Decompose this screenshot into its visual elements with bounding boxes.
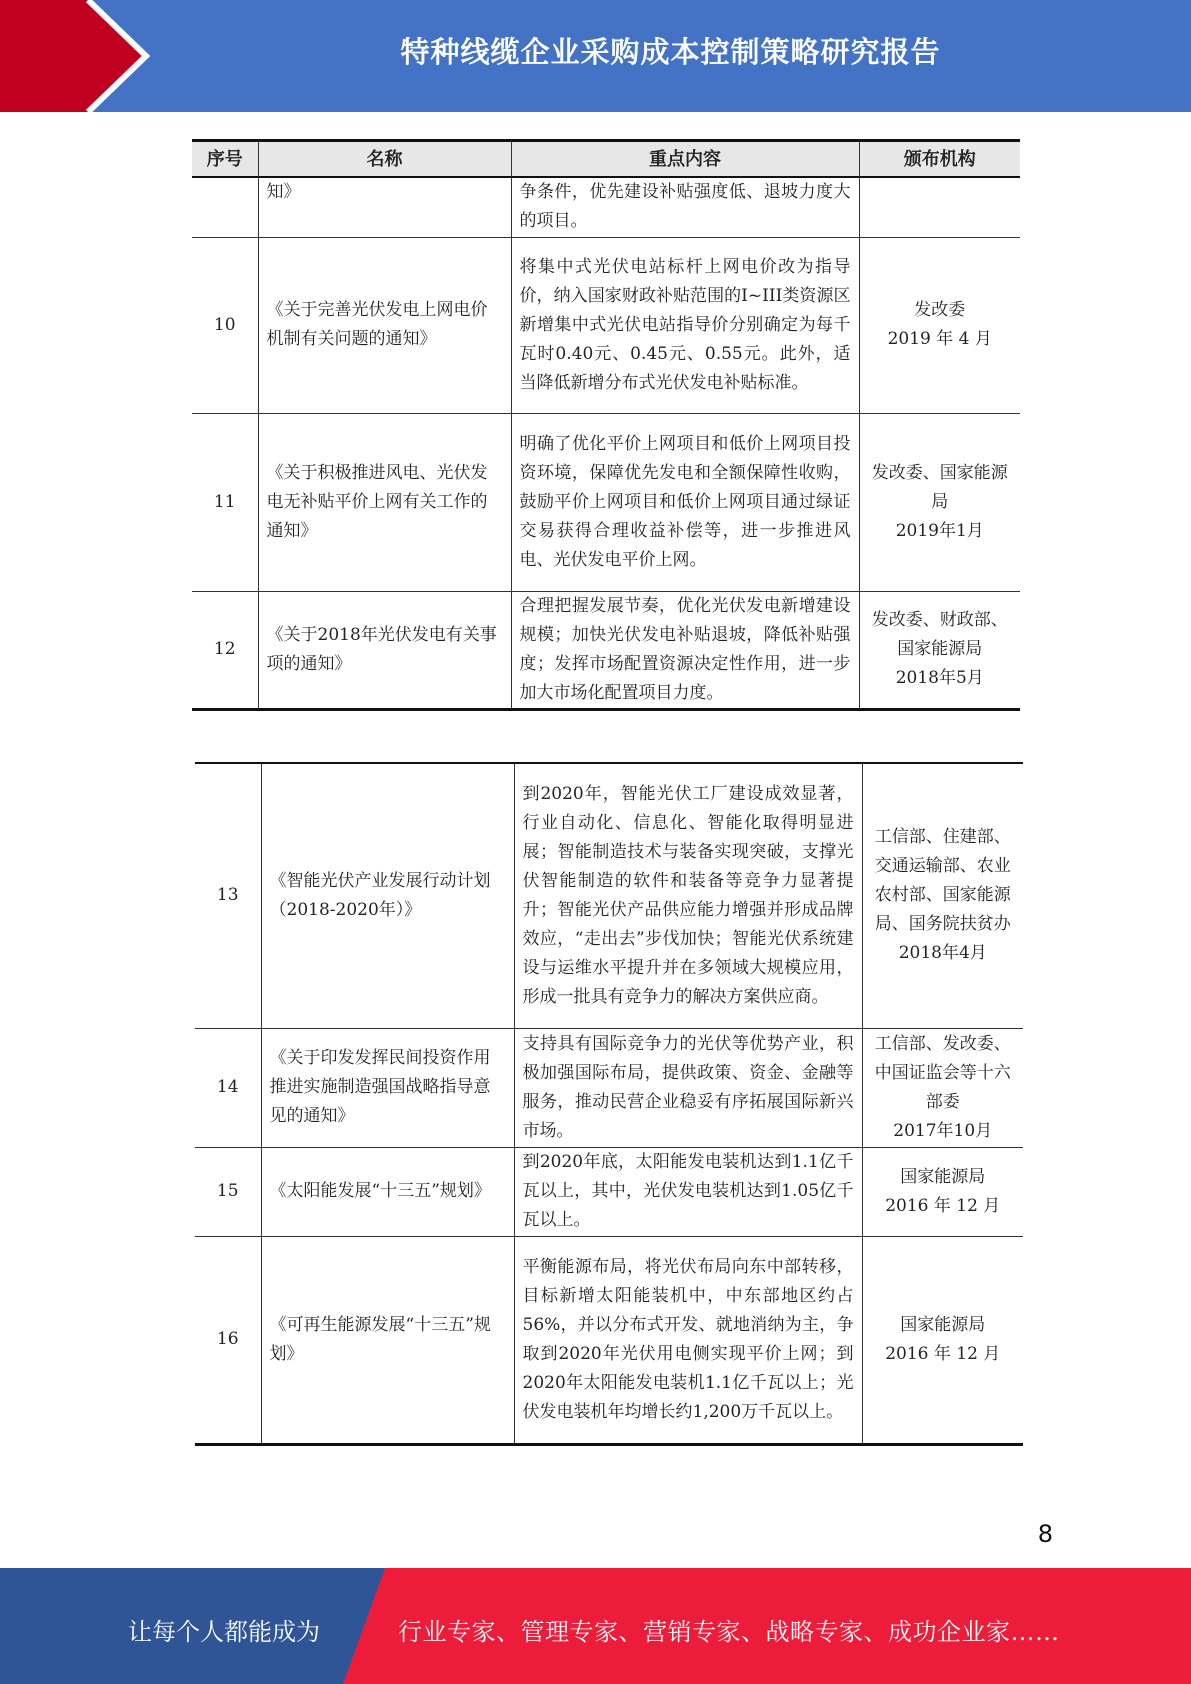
cell-content: 到2020年底，太阳能发电装机达到1.1亿千瓦以上，其中，光伏发电装机达到1.05亿千瓦以上。: [514, 1147, 862, 1236]
header-publisher: 颁布机构: [859, 141, 1020, 178]
footer-slogan-left: 让每个人都能成为: [128, 1618, 320, 1646]
table-row: [195, 1147, 1023, 1236]
footer-slogan-right: 行业专家、管理专家、营销专家、战略专家、成功企业家……: [398, 1618, 1060, 1646]
cell-content: 到2020年，智能光伏工厂建设成效显著，行业自动化、信息化、智能化取得明显进展；智能制造技术与装备实现突破，支撑光伏智能制造的软件和装备等竞争力显著提升；智能光伏产品供应能力增强并形成品牌效应，“走出去”步伐加快；智能光伏系统建设与运维水平提升并在多领域大规模应用，形成一批具有竞争力的解决方案供应商。: [514, 763, 862, 1028]
cell-name: 《智能光伏产业发展行动计划（2018-2020年）》: [261, 763, 514, 1028]
header-no: 序号: [192, 141, 258, 178]
cell-no: 13: [195, 763, 261, 1028]
cell-publisher: 国家能源局 2016 年 12 月: [862, 1236, 1023, 1444]
cell-no: 16: [195, 1236, 261, 1444]
cell-content: 合理把握发展节奏，优化光伏发电新增建设规模；加快光伏发电补贴退坡，降低补贴强度；发挥市场配置资源决定性作用，进一步加大市场化配置项目力度。: [511, 591, 859, 709]
table-row: [195, 1236, 1023, 1444]
cell-content: 平衡能源布局，将光伏布局向东中部转移，目标新增太阳能装机中，中东部地区约占56%，并以分布式开发、就地消纳为主，争取到2020年光伏用电侧实现平价上网；到2020年太阳能发电装机1.1亿千瓦以上；光伏发电装机年均增长约1,200万千瓦以上。: [514, 1236, 862, 1444]
cell-publisher: 发改委、国家能源局 2019年1月: [859, 413, 1020, 591]
page-number: 8: [1037, 1520, 1053, 1548]
cell-publisher: 发改委、财政部、国家能源局 2018年5月: [859, 591, 1020, 709]
cell-no: [192, 177, 258, 237]
cell-publisher: 国家能源局 2016 年 12 月: [862, 1147, 1023, 1236]
table-row: [195, 763, 1023, 1028]
cell-publisher: 发改委 2019 年 4 月: [859, 237, 1020, 413]
table-row: [192, 591, 1020, 709]
cell-publisher: 工信部、住建部、交通运输部、农业农村部、国家能源局、国务院扶贫办 2018年4月: [862, 763, 1023, 1028]
table-row: [192, 177, 1020, 237]
cell-no: 11: [192, 413, 258, 591]
cell-name: 知》: [258, 177, 511, 237]
cell-name: 《关于2018年光伏发电有关事项的通知》: [258, 591, 511, 709]
cell-content: 明确了优化平价上网项目和低价上网项目投资环境，保障优先发电和全额保障性收购，鼓励平价上网项目和低价上网项目通过绿证交易获得合理收益补偿等，进一步推进风电、光伏发电平价上网。: [511, 413, 859, 591]
cell-content: 支持具有国际竞争力的光伏等优势产业，积极加强国际布局，提供政策、资金、金融等服务，推动民营企业稳妥有序拓展国际新兴市场。: [514, 1028, 862, 1147]
header-name: 名称: [258, 141, 511, 178]
cell-no: 12: [192, 591, 258, 709]
cell-content: 将集中式光伏电站标杆上网电价改为指导价，纳入国家财政补贴范围的I~III类资源区新增集中式光伏电站指导价分别确定为每千瓦时0.40元、0.45元、0.55元。此外，适当降低新增分布式光伏发电补贴标准。: [511, 237, 859, 413]
header-content: 重点内容: [511, 141, 859, 178]
header-title: 特种线缆企业采购成本控制策略研究报告: [400, 35, 941, 69]
table-row: [192, 237, 1020, 413]
cell-name: 《可再生能源发展“十三五”规划》: [261, 1236, 514, 1444]
table-row: [192, 413, 1020, 591]
table-row: [195, 1028, 1023, 1147]
cell-publisher: [859, 177, 1020, 237]
table-header-row: [192, 141, 1020, 178]
policy-table-part-2: [195, 762, 1023, 1446]
cell-no: 10: [192, 237, 258, 413]
cell-content: 争条件，优先建设补贴强度低、退坡力度大的项目。: [511, 177, 859, 237]
cell-name: 《太阳能发展“十三五”规划》: [261, 1147, 514, 1236]
cell-name: 《关于完善光伏发电上网电价机制有关问题的通知》: [258, 237, 511, 413]
cell-no: 14: [195, 1028, 261, 1147]
cell-name: 《关于积极推进风电、光伏发电无补贴平价上网有关工作的通知》: [258, 413, 511, 591]
cell-publisher: 工信部、发改委、中国证监会等十六部委 2017年10月: [862, 1028, 1023, 1147]
cell-no: 15: [195, 1147, 261, 1236]
policy-table-part-1: [192, 139, 1020, 711]
cell-name: 《关于印发发挥民间投资作用推进实施制造强国战略指导意见的通知》: [261, 1028, 514, 1147]
